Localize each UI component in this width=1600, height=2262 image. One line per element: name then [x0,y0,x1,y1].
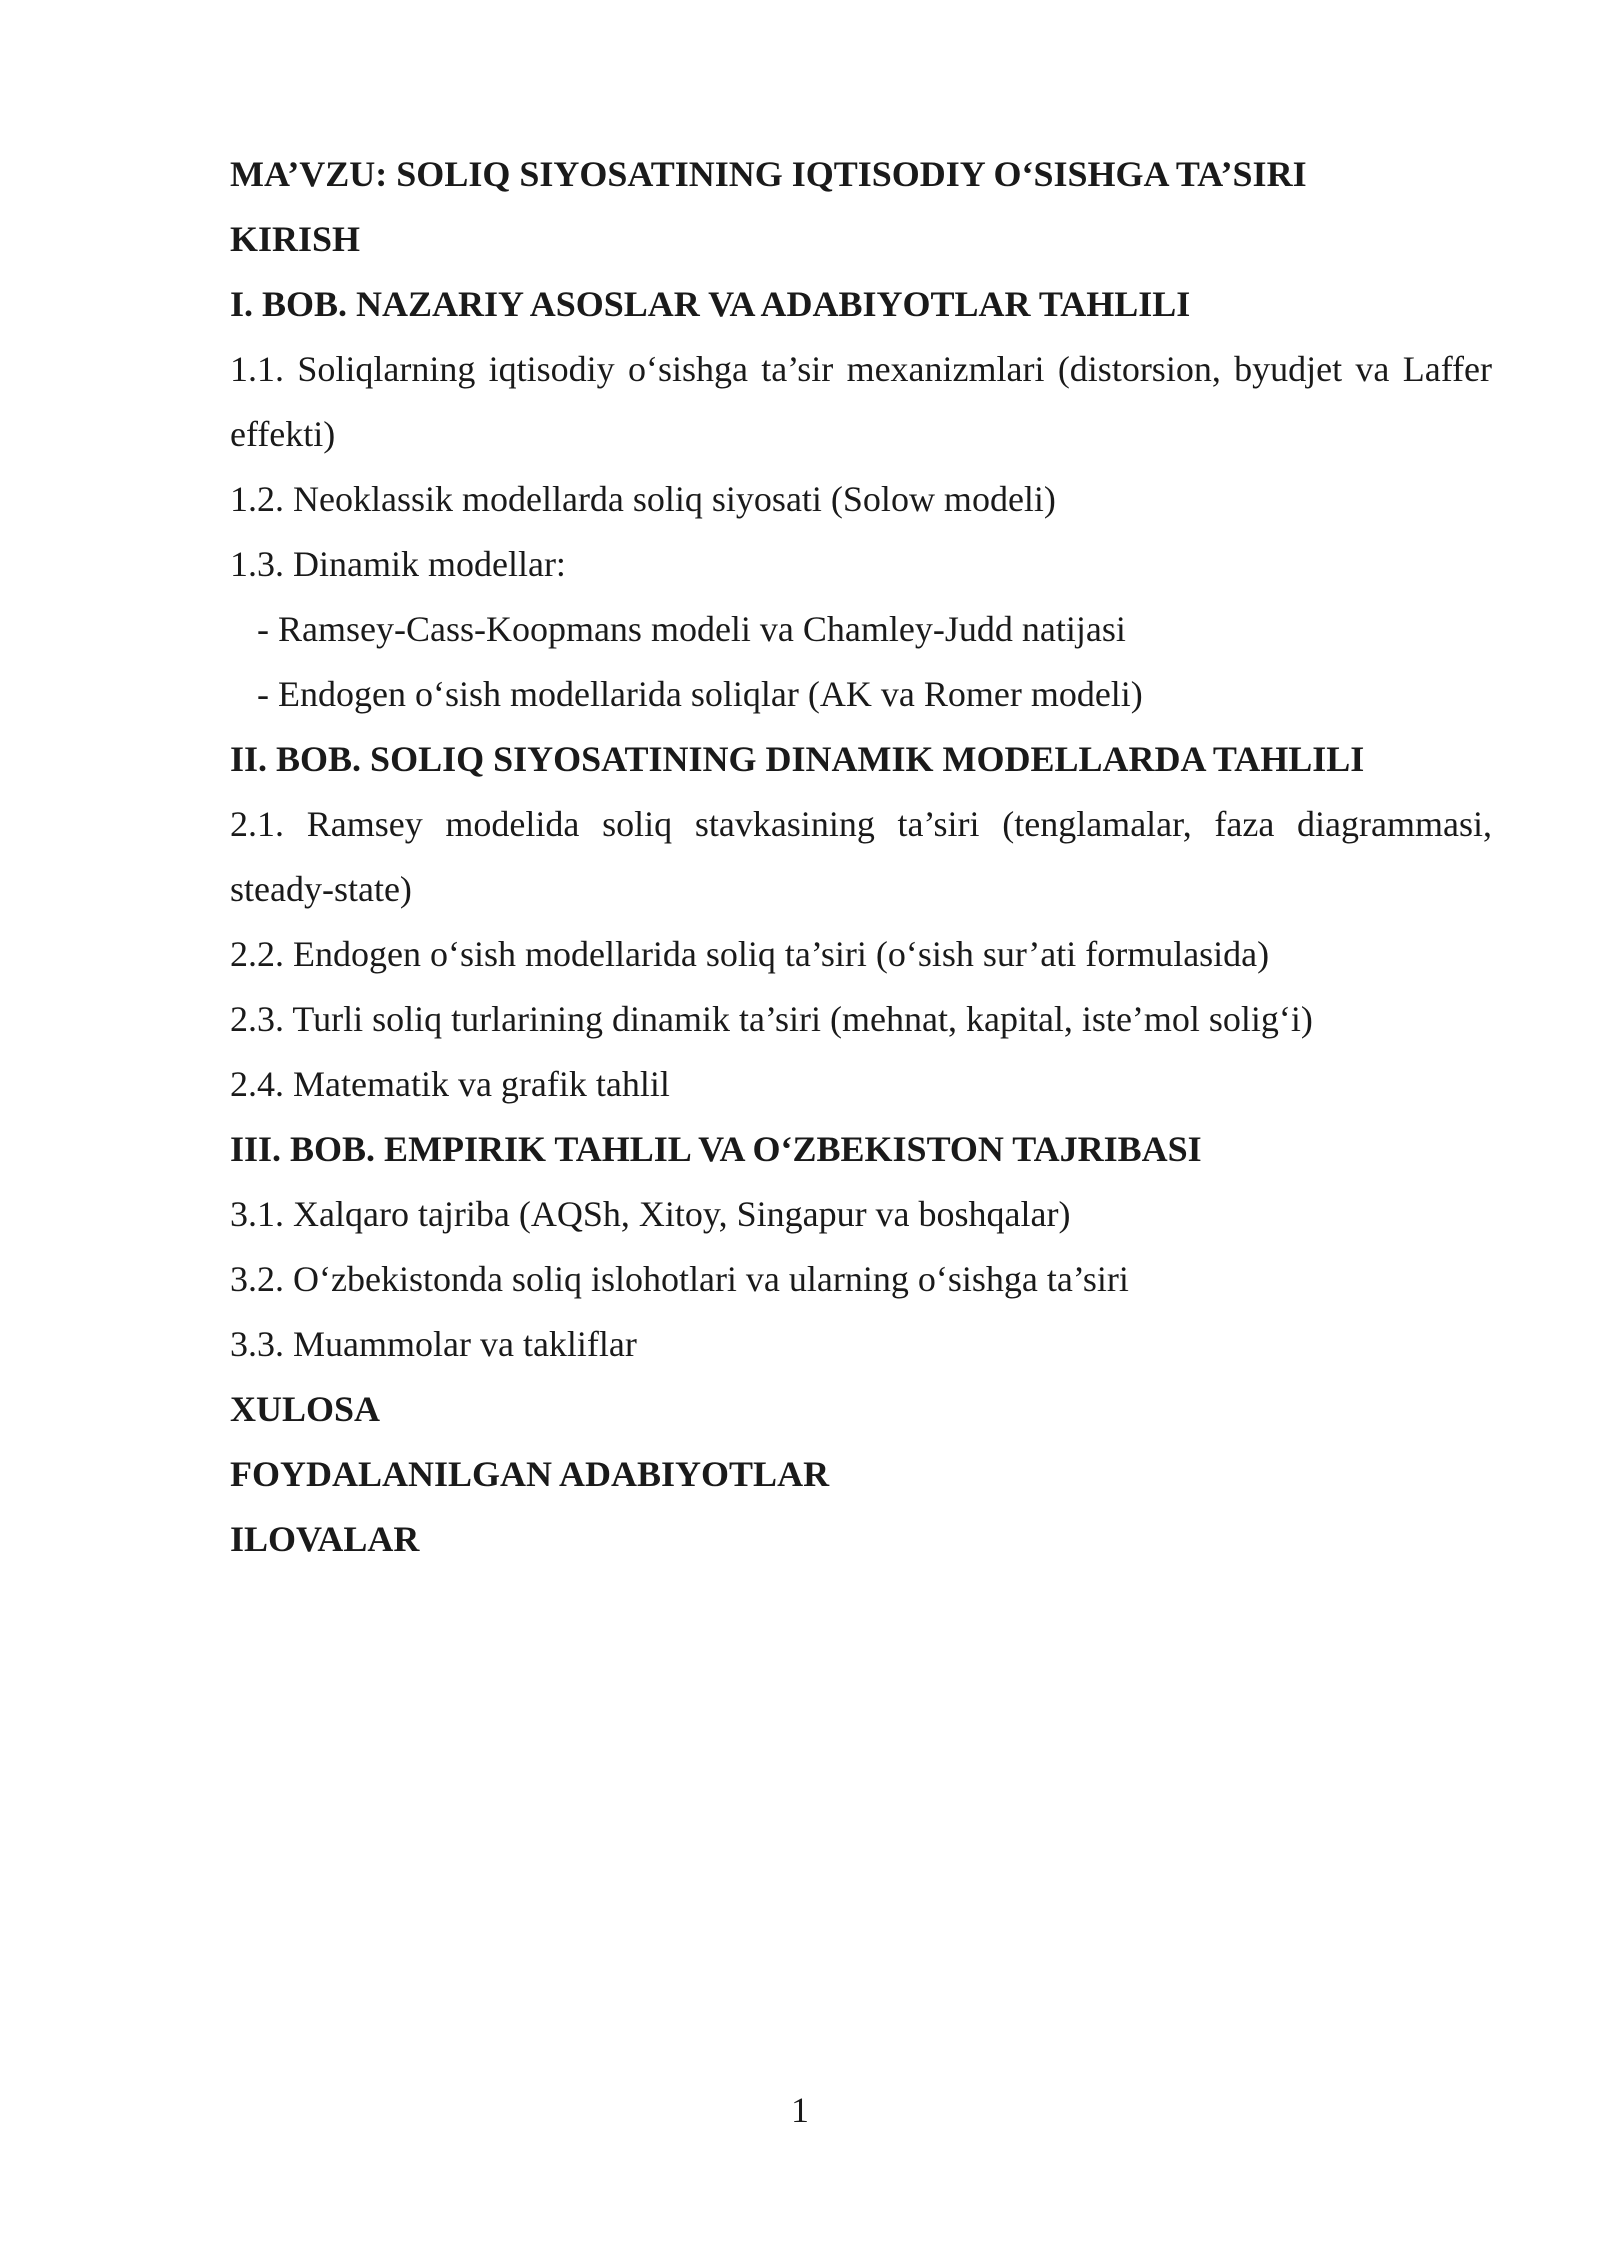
section-1-3-item-b: - Endogen o‘sish modellarida soliqlar (AK va Romer modeli) [257,674,1143,714]
section-1-3-item-a: - Ramsey-Cass-Koopmans modeli va Chamley-Judd natijasi [257,609,1126,649]
section-1-1: 1.1. Soliqlarning iqtisodiy o‘sishga ta’sir mexanizmlari (distorsion, byudjet va Laffer effekti) [230,349,1492,454]
toc-appendices: ILOVALAR [230,1519,420,1559]
section-2-4: 2.4. Matematik va grafik tahlil [230,1064,670,1104]
section-2-3: 2.3. Turli soliq turlarining dinamik ta’siri (mehnat, kapital, iste’mol solig‘i) [230,999,1313,1039]
section-3-1: 3.1. Xalqaro tajriba (AQSh, Xitoy, Singapur va boshqalar) [230,1194,1071,1234]
section-2-2: 2.2. Endogen o‘sish modellarida soliq ta’siri (o‘sish sur’ati formulasida) [230,934,1270,974]
toc-conclusion: XULOSA [230,1389,381,1429]
toc-intro: KIRISH [230,219,361,259]
chapter-3-heading: III. BOB. EMPIRIK TAHLIL VA O‘ZBEKISTON TAJRIBASI [230,1129,1202,1169]
document-title: MA’VZU: SOLIQ SIYOSATINING IQTISODIY O‘SISHGA TA’SIRI [230,154,1307,194]
section-3-2: 3.2. O‘zbekistonda soliq islohotlari va ularning o‘sishga ta’siri [230,1259,1129,1299]
section-3-3: 3.3. Muammolar va takliflar [230,1324,637,1364]
chapter-1-heading: I. BOB. NAZARIY ASOSLAR VA ADABIYOTLAR TAHLILI [230,284,1191,324]
section-1-3: 1.3. Dinamik modellar: [230,544,566,584]
toc-references: FOYDALANILGAN ADABIYOTLAR [230,1454,830,1494]
section-1-2: 1.2. Neoklassik modellarda soliq siyosati (Solow modeli) [230,479,1056,519]
table-of-contents [230,142,1492,1572]
section-2-1: 2.1. Ramsey modelida soliq stavkasining ta’siri (tenglamalar, faza diagrammasi, steady-state) [230,804,1492,909]
chapter-2-heading: II. BOB. SOLIQ SIYOSATINING DINAMIK MODELLARDA TAHLILI [230,739,1365,779]
page-number: 1 [791,2090,809,2130]
